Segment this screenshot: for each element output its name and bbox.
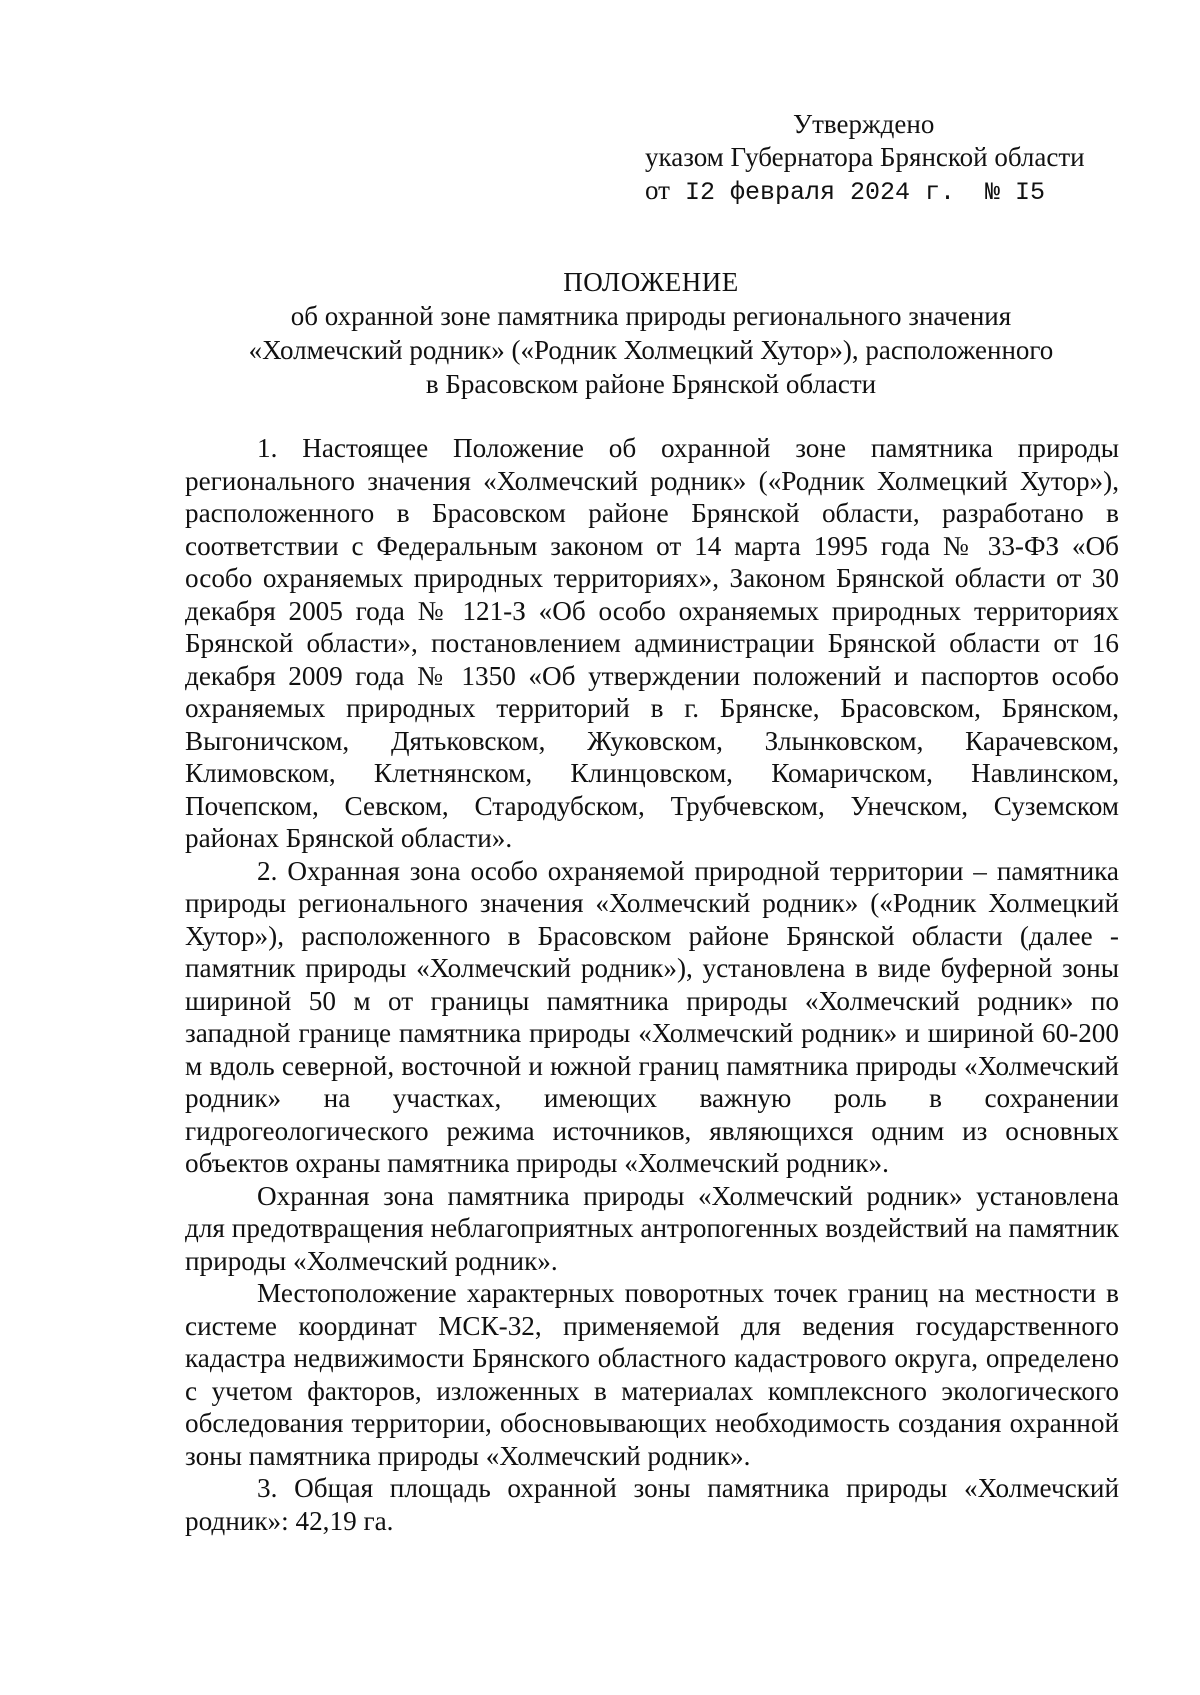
document-subtitle-line-1: об охранной зоне памятника природы регионального значения <box>290 301 1012 331</box>
paragraph-1: 1. Настоящее Положение об охранной зоне памятника природы регионального значения «Холмечский родник» («Родник Холмецкий Хутор»), расположенного в Брасовском районе Брянской области, разработано в соответствии с Федеральным законом от 14 марта 1995 года № 33-ФЗ «Об особо охраняемых природных территориях», Законом Брянской области от 30 декабря 2005 года № 121-З «Об особо охраняемых природных территориях Брянской области», постановлением администрации Брянской области от 16 декабря 2009 года № 1350 «Об утверждении положений и паспортов особо охраняемых природных территорий в г. Брянске, Брасовском, Брянском, Выгоничском, Дятьковском, Жуковском, Злынковском, Карачевском, Климовском, Клетнянском, Клинцовском, Комаричском, Навлинском, Почепском, Севском, Стародубском, Трубчевском, Унечском, Суземском районах Брянской области». <box>185 433 1119 853</box>
approval-label: Утверждено <box>793 109 935 139</box>
approval-number: I5 <box>1015 178 1046 207</box>
approval-date-prefix: от <box>645 175 670 205</box>
document-body <box>185 432 1119 1537</box>
approval-number-sign: № <box>985 178 1001 207</box>
paragraph-3: Охранная зона памятника природы «Холмечский родник» установлена для предотвращения неблагоприятных антропогенных воздействий на памятник природы «Холмечский родник». <box>185 1180 1119 1276</box>
document-title: ПОЛОЖЕНИЕ <box>563 267 739 297</box>
document-subtitle-line-2: «Холмечский родник» («Родник Холмецкий Хутор»), расположенного <box>248 335 1054 365</box>
document-heading <box>185 265 1117 401</box>
approval-authority: указом Губернатора Брянской области <box>645 142 1085 172</box>
paragraph-4: Местоположение характерных поворотных точек границ на местности в системе координат МСК-32, применяемой для ведения государственного кадастра недвижимости Брянского областного кадастрового округа, определено с учетом факторов, изложенных в материалах комплексного экологического обследования территории, обосновывающих необходимость создания охранной зоны памятника природы «Холмечский родник». <box>185 1278 1119 1471</box>
document-subtitle-line-3: в Брасовском районе Брянской области <box>425 369 877 399</box>
approval-date: I2 февраля 2024 г. <box>684 178 956 207</box>
paragraph-2: 2. Охранная зона особо охраняемой природной территории – памятника природы регионального значения «Холмечский родник» («Родник Холмецкий Хутор»), расположенного в Брасовском районе Брянской области (далее - памятник природы «Холмечский родник»), установлена в виде буферной зоны шириной 50 м от границы памятника природы «Холмечский родник» по западной границе памятника природы «Холмечский родник» и шириной 60-200 м вдоль северной, восточной и южной границ памятника природы «Холмечский родник» на участках, имеющих важную роль в сохранении гидрогеологического режима источников, являющихся одним из основных объектов охраны памятника природы «Холмечский родник». <box>185 855 1119 1178</box>
paragraph-5: 3. Общая площадь охранной зоны памятника природы «Холмечский родник»: 42,19 га. <box>185 1473 1119 1536</box>
approval-block <box>645 108 1085 209</box>
approval-date-number <box>645 174 1085 209</box>
